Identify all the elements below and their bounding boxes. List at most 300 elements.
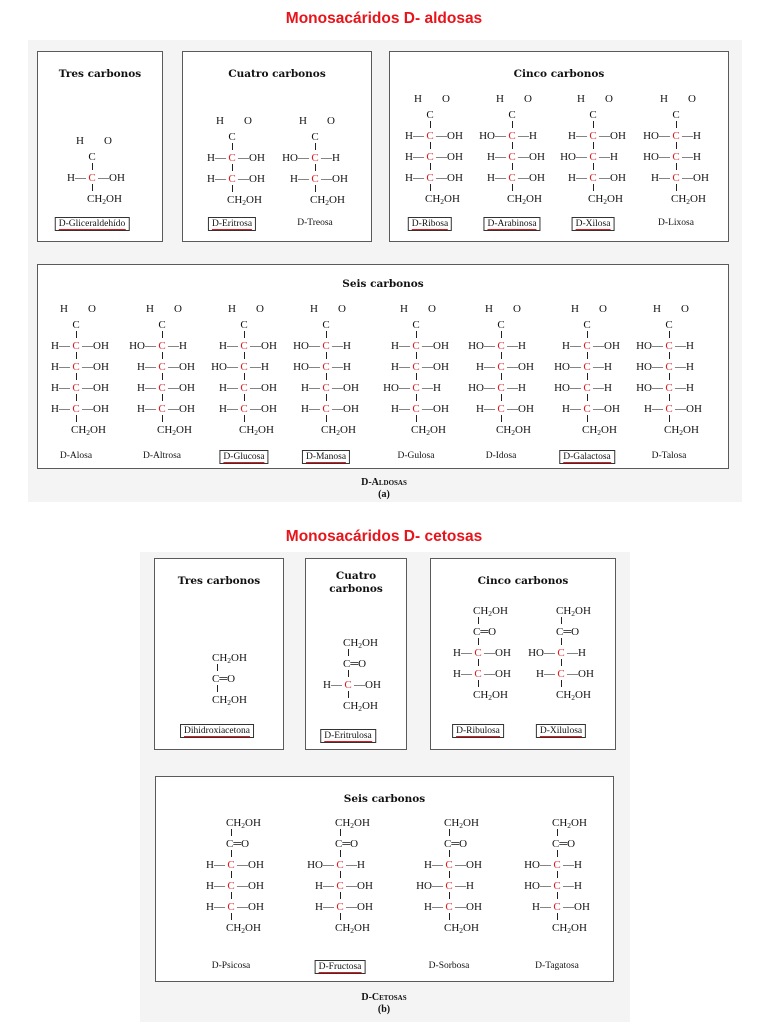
stereocenter-row: H— C —OH	[476, 361, 534, 373]
bond	[587, 373, 588, 380]
name-d-gulosa: D-Gulosa	[397, 451, 435, 461]
aldehyde-group: H O	[76, 135, 112, 147]
aldehyde-carbon: C	[158, 319, 166, 331]
chiral-carbon: C	[665, 382, 673, 394]
panel-title: Tres carbonos	[58, 68, 142, 80]
aldehyde-group: H O	[299, 115, 335, 127]
stereocenter-row: H— C —OH	[391, 403, 449, 415]
stereocenter-row: HO— C —H	[636, 382, 694, 394]
aldehyde-group: H O	[577, 93, 613, 105]
bond	[315, 164, 316, 171]
ch2oh-group: $CH_2OH$	[321, 424, 356, 437]
chiral-carbon: C	[426, 151, 434, 163]
bond	[669, 331, 670, 338]
stereocenter-row: H— C —OH	[137, 361, 195, 373]
bond	[76, 352, 77, 359]
bond	[478, 680, 479, 687]
aldehyde-group: H O	[310, 303, 346, 315]
ketone-group: C═O	[473, 626, 497, 638]
bond	[593, 121, 594, 128]
ch2oh-group: $CH_2OH$	[444, 817, 479, 830]
chiral-carbon: C	[240, 403, 248, 415]
aldehyde-group: H O	[496, 93, 532, 105]
stereocenter-row: HO— C —H	[282, 152, 340, 164]
bond	[557, 892, 558, 899]
stereocenter-row: H— C —OH	[206, 901, 264, 913]
bond	[76, 415, 77, 422]
panel-aldosas-cuatro-carbonos	[182, 51, 372, 242]
name-dihidroxiacetona: Dihidroxiacetona	[180, 724, 254, 738]
ch2oh-group: $CH_2OH$	[343, 700, 378, 713]
chiral-carbon: C	[322, 382, 330, 394]
bond	[557, 913, 558, 920]
bond	[501, 394, 502, 401]
ch2oh-group: $CH_2OH$	[87, 193, 122, 206]
ch2oh-group: $CH_2OH$	[556, 689, 591, 702]
chiral-carbon: C	[227, 901, 235, 913]
chiral-carbon: C	[158, 382, 166, 394]
chiral-carbon: C	[426, 130, 434, 142]
chiral-carbon: C	[672, 130, 680, 142]
name-d-talosa: D-Talosa	[651, 451, 687, 461]
ch2oh-group: $CH_2OH$	[473, 689, 508, 702]
caption-aldosas-sub: (a)	[378, 489, 390, 500]
bond	[340, 871, 341, 878]
stereocenter-row: H— C —OH	[51, 403, 109, 415]
stereocenter-row: HO— C —H	[468, 382, 526, 394]
name-d-treosa: D-Treosa	[297, 218, 333, 228]
chiral-carbon: C	[445, 880, 453, 892]
chiral-carbon: C	[322, 361, 330, 373]
caption-aldosas: D-Aldosas	[361, 477, 407, 488]
name-d-eritrulosa: D-Eritrulosa	[320, 729, 376, 743]
stereocenter-row: H— C —OH	[51, 361, 109, 373]
stereocenter-row: H— C —OH	[315, 880, 373, 892]
bond	[326, 373, 327, 380]
aldehyde-carbon: C	[583, 319, 591, 331]
stereocenter-row: H— C —OH	[315, 901, 373, 913]
bond	[501, 415, 502, 422]
bond	[416, 394, 417, 401]
bond	[326, 415, 327, 422]
chiral-carbon: C	[583, 403, 591, 415]
bond	[244, 352, 245, 359]
bond	[501, 331, 502, 338]
chiral-carbon: C	[508, 151, 516, 163]
name-d-idosa: D-Idosa	[485, 451, 517, 461]
aldehyde-group: H O	[146, 303, 182, 315]
bond	[232, 185, 233, 192]
ch2oh-group: $CH_2OH$	[582, 424, 617, 437]
stereocenter-row: H— C —OH	[137, 403, 195, 415]
name-d-alosa: D-Alosa	[59, 451, 93, 461]
aldehyde-carbon: C	[72, 319, 80, 331]
bond	[232, 143, 233, 150]
bond	[478, 659, 479, 666]
ketone-group: C═O	[552, 838, 576, 850]
chiral-carbon: C	[445, 859, 453, 871]
name-d-gliceraldeh-do: D-Gliceraldehído	[55, 217, 130, 231]
bond	[162, 352, 163, 359]
chiral-carbon: C	[557, 668, 565, 680]
name-d-xilulosa: D-Xilulosa	[536, 724, 586, 738]
stereocenter-row: HO— C —H	[211, 361, 269, 373]
chiral-carbon: C	[227, 880, 235, 892]
chiral-carbon: C	[412, 340, 420, 352]
bond	[231, 892, 232, 899]
bond	[76, 394, 77, 401]
stereocenter-row: H— C —OH	[562, 403, 620, 415]
bond	[557, 850, 558, 857]
bond	[162, 373, 163, 380]
stereocenter-row: HO— C —H	[293, 361, 351, 373]
chiral-carbon: C	[158, 403, 166, 415]
ketone-group: C═O	[212, 673, 236, 685]
chiral-carbon: C	[474, 668, 482, 680]
bond	[512, 184, 513, 191]
bond	[561, 680, 562, 687]
chiral-carbon: C	[336, 880, 344, 892]
chiral-carbon: C	[672, 172, 680, 184]
bond	[512, 163, 513, 170]
ch2oh-group: $CH_2OH$	[473, 605, 508, 618]
chiral-carbon: C	[311, 173, 319, 185]
bond	[76, 373, 77, 380]
stereocenter-row: HO— C —H	[560, 151, 618, 163]
panel-title: Seis carbonos	[342, 278, 424, 290]
chiral-carbon: C	[336, 901, 344, 913]
chiral-carbon: C	[557, 647, 565, 659]
stereocenter-row: H— C —OH	[453, 668, 511, 680]
stereocenter-row: H— C —OH	[219, 340, 277, 352]
chiral-carbon: C	[583, 382, 591, 394]
panel-title: Cuatro carbonos	[329, 570, 383, 595]
chiral-carbon: C	[344, 679, 352, 691]
ch2oh-group: $CH_2OH$	[310, 194, 345, 207]
stereocenter-row: H— C —OH	[207, 152, 265, 164]
bond	[669, 352, 670, 359]
chiral-carbon: C	[553, 901, 561, 913]
stereocenter-row: H— C —OH	[405, 151, 463, 163]
chiral-carbon: C	[412, 382, 420, 394]
bond	[231, 913, 232, 920]
ch2oh-group: $CH_2OH$	[212, 694, 247, 707]
chiral-carbon: C	[665, 361, 673, 373]
bond	[326, 352, 327, 359]
chiral-carbon: C	[227, 859, 235, 871]
bond	[557, 829, 558, 836]
panel-title: Seis carbonos	[343, 793, 426, 805]
stereocenter-row: H— C —OH	[568, 130, 626, 142]
name-d-manosa: D-Manosa	[302, 450, 350, 464]
stereocenter-row: H— C —OH	[487, 172, 545, 184]
aldehyde-group: H O	[660, 93, 696, 105]
chiral-carbon: C	[228, 152, 236, 164]
bond	[340, 913, 341, 920]
bond	[92, 184, 93, 191]
ch2oh-group: $CH_2OH$	[664, 424, 699, 437]
aldehyde-carbon: C	[322, 319, 330, 331]
name-d-xilosa: D-Xilosa	[572, 217, 615, 231]
stereocenter-row: HO— C —H	[479, 130, 537, 142]
chiral-carbon: C	[72, 340, 80, 352]
stereocenter-row: H— C —OH	[568, 172, 626, 184]
bond	[561, 617, 562, 624]
ch2oh-group: $CH_2OH$	[335, 922, 370, 935]
bond	[449, 829, 450, 836]
ch2oh-group: $CH_2OH$	[411, 424, 446, 437]
stereocenter-row: HO— C —H	[468, 340, 526, 352]
bond	[478, 638, 479, 645]
aldehyde-group: H O	[571, 303, 607, 315]
bond	[676, 163, 677, 170]
bond	[416, 331, 417, 338]
bond	[217, 664, 218, 671]
bond	[587, 331, 588, 338]
stereocenter-row: H— C —OH	[219, 403, 277, 415]
stereocenter-row: H— C —OH	[424, 901, 482, 913]
bond	[348, 670, 349, 677]
ketone-group: C═O	[444, 838, 468, 850]
caption-cetosas-sub: (b)	[377, 1004, 391, 1015]
bond	[587, 415, 588, 422]
bond	[669, 394, 670, 401]
bond	[92, 163, 93, 170]
chiral-carbon: C	[553, 880, 561, 892]
stereocenter-row: H— C —OH	[301, 403, 359, 415]
aldehyde-group: H O	[485, 303, 521, 315]
panel-aldosas-cinco-carbonos	[389, 51, 729, 242]
ch2oh-group: $CH_2OH$	[507, 193, 542, 206]
ch2oh-group: $CH_2OH$	[226, 922, 261, 935]
chiral-carbon: C	[474, 647, 482, 659]
ch2oh-group: $CH_2OH$	[212, 652, 247, 665]
stereocenter-row: H— C —OH	[562, 340, 620, 352]
aldehyde-carbon: C	[228, 131, 236, 143]
chiral-carbon: C	[665, 403, 673, 415]
ch2oh-group: $CH_2OH$	[335, 817, 370, 830]
aldehyde-carbon: C	[589, 109, 597, 121]
ch2oh-group: $CH_2OH$	[71, 424, 106, 437]
stereocenter-row: HO— C —H	[293, 340, 351, 352]
chiral-carbon: C	[228, 173, 236, 185]
bond	[340, 850, 341, 857]
chiral-carbon: C	[583, 340, 591, 352]
chiral-carbon: C	[88, 172, 96, 184]
bond	[593, 163, 594, 170]
chiral-carbon: C	[72, 382, 80, 394]
chiral-carbon: C	[158, 340, 166, 352]
stereocenter-row: H— C —OH	[644, 403, 702, 415]
name-d-sorbosa: D-Sorbosa	[428, 961, 470, 971]
chiral-carbon: C	[497, 382, 505, 394]
bond	[231, 850, 232, 857]
aldehyde-carbon: C	[672, 109, 680, 121]
bond	[593, 184, 594, 191]
bond	[430, 142, 431, 149]
bond	[501, 373, 502, 380]
bond	[416, 352, 417, 359]
stereocenter-row: H— C —OH	[391, 340, 449, 352]
stereocenter-row: HO— C —H	[129, 340, 187, 352]
name-d-ribosa: D-Ribosa	[408, 217, 452, 231]
name-d-eritrosa: D-Eritrosa	[208, 217, 256, 231]
ch2oh-group: $CH_2OH$	[239, 424, 274, 437]
stereocenter-row: H— C —OH	[51, 340, 109, 352]
stereocenter-row: H— C —OH	[219, 382, 277, 394]
bond	[512, 121, 513, 128]
bond	[676, 121, 677, 128]
bond	[449, 871, 450, 878]
chiral-carbon: C	[665, 340, 673, 352]
name-d-fructosa: D-Fructosa	[315, 960, 366, 974]
chiral-carbon: C	[322, 403, 330, 415]
name-d-lixosa: D-Lixosa	[658, 218, 694, 228]
ch2oh-group: $CH_2OH$	[226, 817, 261, 830]
stereocenter-row: HO— C —H	[524, 880, 582, 892]
bond	[162, 331, 163, 338]
bond	[348, 691, 349, 698]
name-d-ribulosa: D-Ribulosa	[452, 724, 504, 738]
ch2oh-group: $CH_2OH$	[227, 194, 262, 207]
chiral-carbon: C	[583, 361, 591, 373]
chiral-carbon: C	[412, 403, 420, 415]
chiral-carbon: C	[508, 130, 516, 142]
stereocenter-row: H— C —OH	[137, 382, 195, 394]
ch2oh-group: $CH_2OH$	[444, 922, 479, 935]
stereocenter-row: H— C —OH	[301, 382, 359, 394]
bond	[416, 415, 417, 422]
stereocenter-row: HO— C —H	[636, 361, 694, 373]
stereocenter-row: HO— C —H	[643, 130, 701, 142]
bond	[244, 373, 245, 380]
chiral-carbon: C	[445, 901, 453, 913]
chiral-carbon: C	[497, 340, 505, 352]
bond	[449, 892, 450, 899]
bond	[430, 121, 431, 128]
aldehyde-carbon: C	[426, 109, 434, 121]
ketone-group: C═O	[335, 838, 359, 850]
name-d-glucosa: D-Glucosa	[219, 450, 268, 464]
chiral-carbon: C	[322, 340, 330, 352]
bond	[231, 871, 232, 878]
bond	[76, 331, 77, 338]
stereocenter-row: H— C —OH	[290, 173, 348, 185]
stereocenter-row: H— C —OH	[405, 130, 463, 142]
bond	[669, 373, 670, 380]
stereocenter-row: H— C —OH	[67, 172, 125, 184]
bond	[561, 659, 562, 666]
aldehyde-group: H O	[400, 303, 436, 315]
stereocenter-row: H— C —OH	[51, 382, 109, 394]
stereocenter-row: H— C —OH	[207, 173, 265, 185]
bond	[315, 143, 316, 150]
ch2oh-group: $CH_2OH$	[588, 193, 623, 206]
bond	[217, 685, 218, 692]
bond	[416, 373, 417, 380]
stereocenter-row: H— C —OH	[476, 403, 534, 415]
stereocenter-row: H— C —OH	[391, 361, 449, 373]
chiral-carbon: C	[589, 151, 597, 163]
chiral-carbon: C	[240, 361, 248, 373]
stereocenter-row: HO— C —H	[524, 859, 582, 871]
aldehyde-carbon: C	[412, 319, 420, 331]
bond	[232, 164, 233, 171]
stereocenter-row: HO— C —H	[636, 340, 694, 352]
stereocenter-row: HO— C —H	[416, 880, 474, 892]
chiral-carbon: C	[412, 361, 420, 373]
panel-title: Cuatro carbonos	[228, 68, 326, 80]
bond	[501, 352, 502, 359]
bond	[449, 913, 450, 920]
chiral-carbon: C	[336, 859, 344, 871]
chiral-carbon: C	[589, 172, 597, 184]
stereocenter-row: H— C —OH	[424, 859, 482, 871]
panel-title: Tres carbonos	[177, 575, 261, 587]
ch2oh-group: $CH_2OH$	[425, 193, 460, 206]
aldehyde-group: H O	[228, 303, 264, 315]
chiral-carbon: C	[672, 151, 680, 163]
ketone-group: C═O	[556, 626, 580, 638]
bond	[244, 394, 245, 401]
chiral-carbon: C	[311, 152, 319, 164]
aldehyde-carbon: C	[88, 151, 96, 163]
bond	[326, 331, 327, 338]
stereocenter-row: HO— C —H	[528, 647, 586, 659]
bond	[478, 617, 479, 624]
bond	[315, 185, 316, 192]
chiral-carbon: C	[497, 361, 505, 373]
panel-cetosas-cuatro-carbonos	[305, 558, 407, 750]
chiral-carbon: C	[426, 172, 434, 184]
caption-cetosas: D-Cetosas	[361, 992, 407, 1003]
name-d-galactosa: D-Galactosa	[559, 450, 615, 464]
stereocenter-row: H— C —OH	[323, 679, 381, 691]
chiral-carbon: C	[240, 340, 248, 352]
chiral-carbon: C	[240, 382, 248, 394]
aldehyde-group: H O	[60, 303, 96, 315]
bond	[244, 331, 245, 338]
name-d-psicosa: D-Psicosa	[211, 961, 251, 971]
bond	[340, 829, 341, 836]
stereocenter-row: HO— C —H	[554, 361, 612, 373]
aldehyde-group: H O	[216, 115, 252, 127]
bond	[587, 394, 588, 401]
name-d-tagatosa: D-Tagatosa	[535, 961, 579, 971]
name-d-arabinosa: D-Arabinosa	[483, 217, 540, 231]
aldehyde-carbon: C	[665, 319, 673, 331]
bond	[162, 415, 163, 422]
stereocenter-row: H— C —OH	[206, 859, 264, 871]
bond	[162, 394, 163, 401]
bond	[676, 142, 677, 149]
stereocenter-row: H— C —OH	[453, 647, 511, 659]
ch2oh-group: $CH_2OH$	[157, 424, 192, 437]
stereocenter-row: HO— C —H	[643, 151, 701, 163]
bond	[676, 184, 677, 191]
aldehyde-group: H O	[653, 303, 689, 315]
ketone-group: C═O	[226, 838, 250, 850]
bond	[340, 892, 341, 899]
bond	[348, 649, 349, 656]
ch2oh-group: $CH_2OH$	[556, 605, 591, 618]
aldehyde-carbon: C	[497, 319, 505, 331]
chiral-carbon: C	[72, 403, 80, 415]
aldosas-title: Monosacáridos D- aldosas	[285, 10, 483, 27]
ch2oh-group: $CH_2OH$	[496, 424, 531, 437]
ketone-group: C═O	[343, 658, 367, 670]
bond	[244, 415, 245, 422]
